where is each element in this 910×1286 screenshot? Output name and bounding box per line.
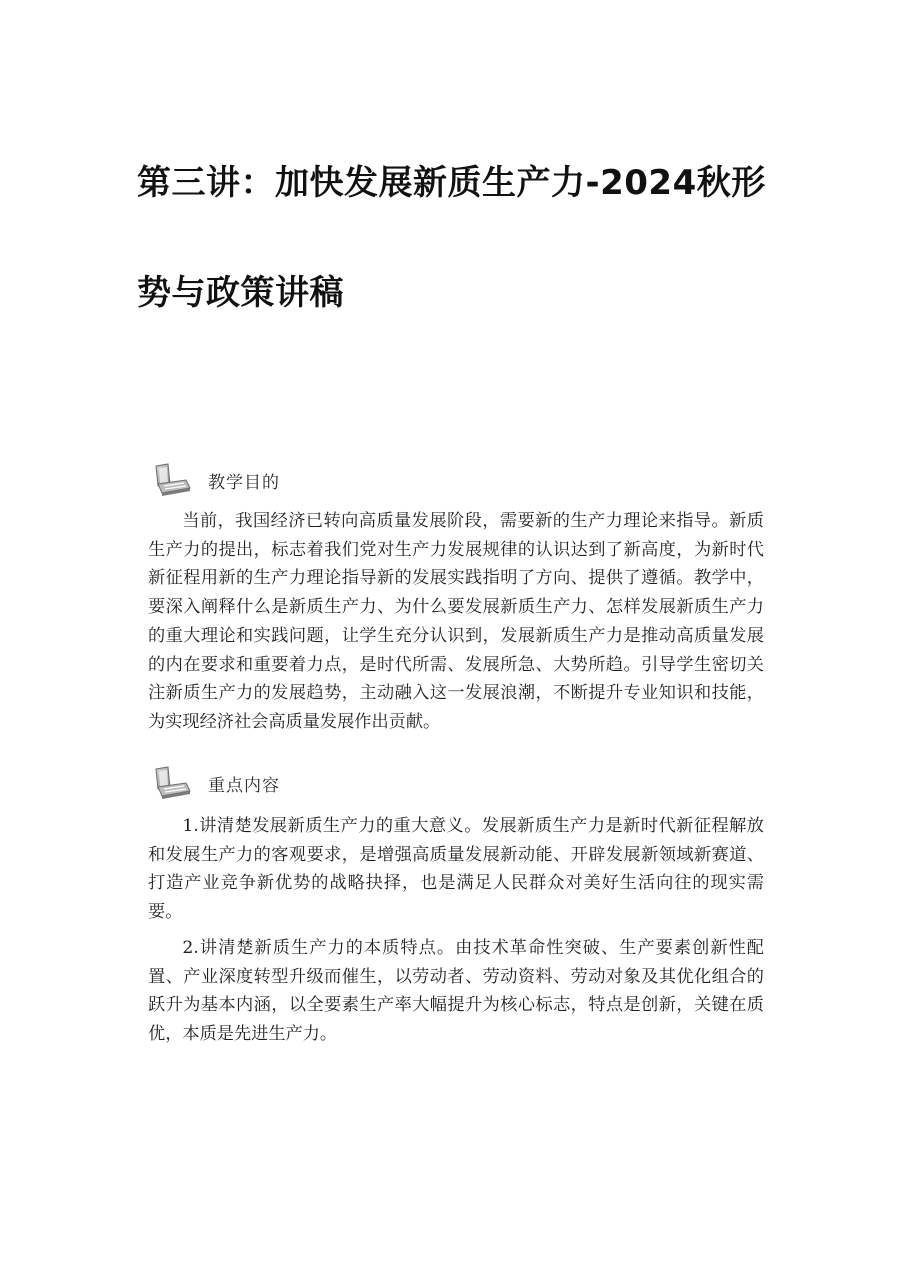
page-title: 第三讲：加快发展新质生产力-2024秋形势与政策讲稿 (137, 163, 766, 313)
section-heading-label: 重点内容 (208, 775, 280, 796)
paragraph-key-content-1: 1.讲清楚发展新质生产力的重大意义。发展新质生产力是新时代新征程解放和发展生产力的客观要求，是增强高质量发展新动能、开辟发展新领域新赛道、打造产业竞争新优势的战略抉择，也是满足人民群众对美好生活向往的现实需要。 (148, 816, 764, 923)
section-heading-label: 教学目的 (208, 472, 280, 493)
section-heading-teaching-purpose (150, 460, 280, 500)
paragraph-key-content-2: 2.讲清楚新质生产力的本质特点。由技术革命性突破、生产要素创新性配置、产业深度转型升级而催生，以劳动者、劳动资料、劳动对象及其优化组合的跃升为基本内涵，以全要素生产率大幅提升为核心标志，特点是创新，关键在质优，本质是先进生产力。 (148, 938, 764, 1045)
section-heading-key-content (150, 763, 280, 803)
stacked-books-icon (150, 462, 194, 498)
paragraph-teaching-purpose: 当前，我国经济已转向高质量发展阶段，需要新的生产力理论来指导。新质生产力的提出，标志着我们党对生产力发展规律的认识达到了新高度，为新时代新征程用新的生产力理论指导新的发展实践指明了方向、提供了遵循。教学中，要深入阐释什么是新质生产力、为什么要发展新质生产力、怎样发展新质生产力的重大理论和实践问题，让学生充分认识到，发展新质生产力是推动高质量发展的内在要求和重要着力点，是时代所需、发展所急、大势所趋。引导学生密切关注新质生产力的发展趋势，主动融入这一发展浪潮，不断提升专业知识和技能，为实现经济社会高质量发展作出贡献。 (148, 511, 764, 732)
stacked-books-icon (150, 765, 194, 801)
